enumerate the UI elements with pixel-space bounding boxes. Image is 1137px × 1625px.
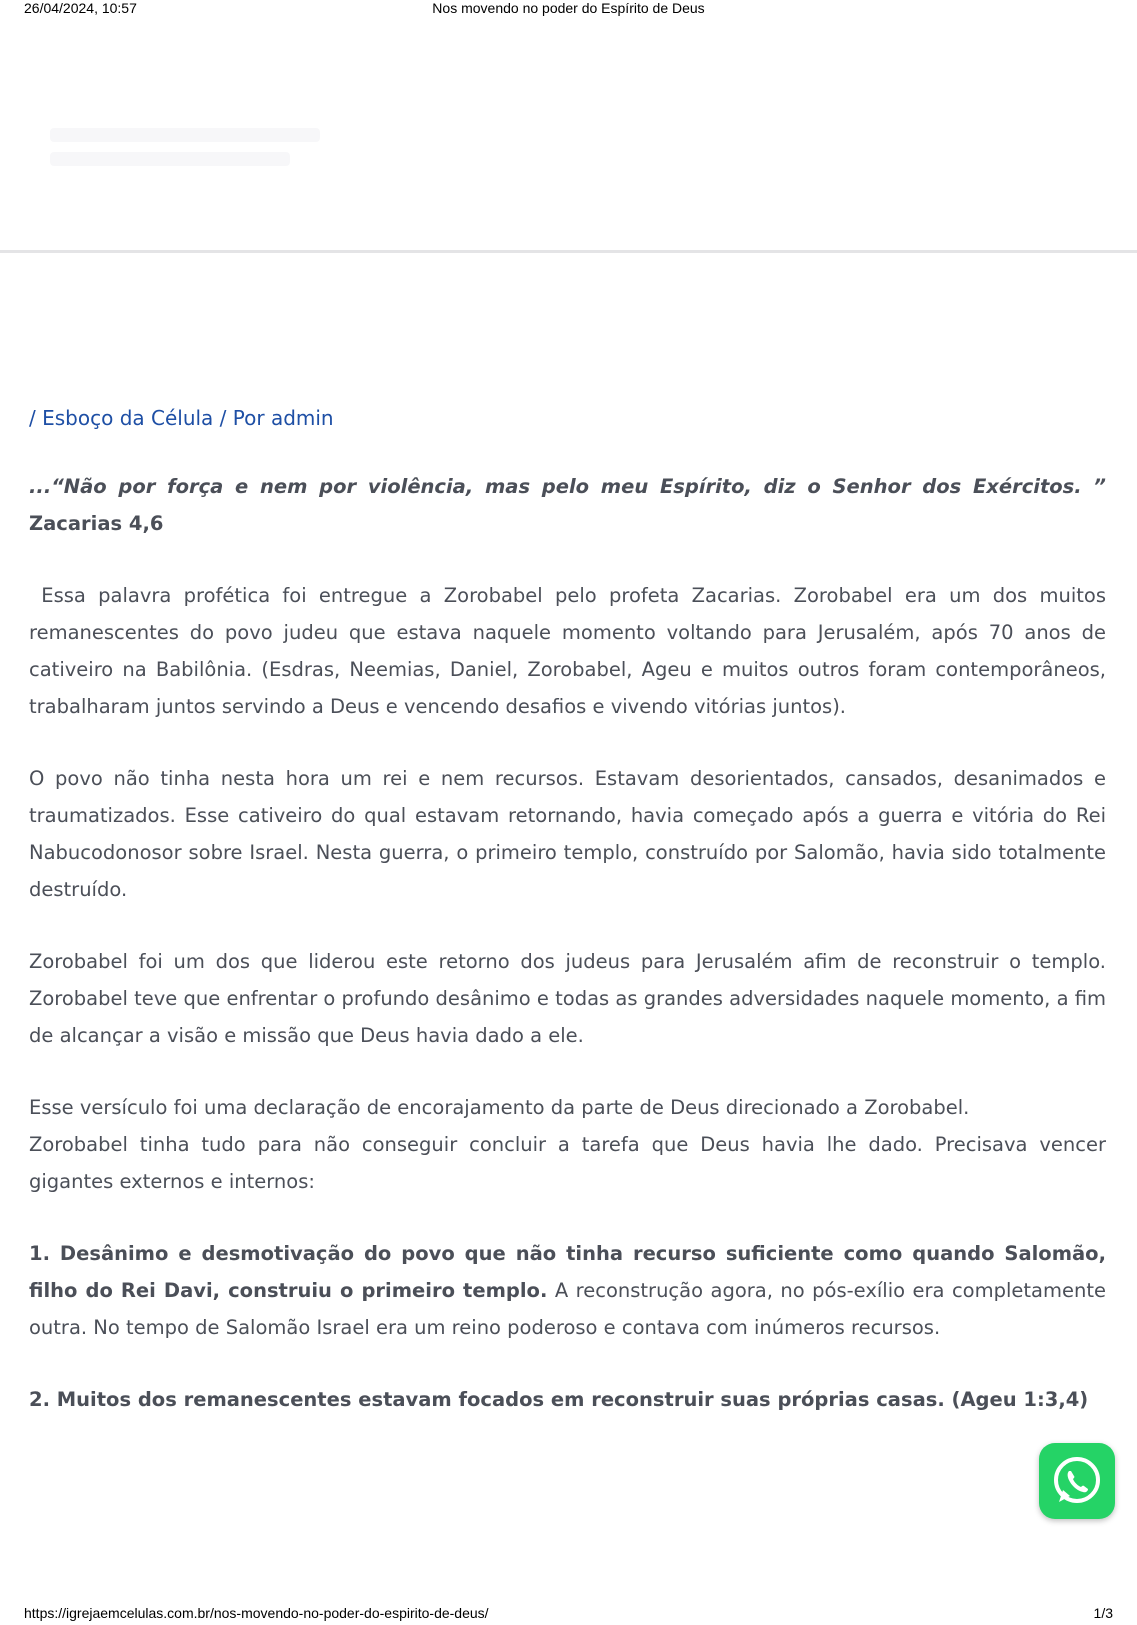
scripture-quote [29, 468, 1106, 542]
point-1-body: A reconstrução agora, no pós-exílio era completamente outra. No tempo de Salomão Israel era um reino poderoso e contava com inúmeros recursos. [29, 1279, 1106, 1339]
paragraph-4a: Esse versículo foi uma declaração de encorajamento da parte de Deus direcionado a Zorobabel. [29, 1096, 970, 1119]
whatsapp-button[interactable] [1039, 1443, 1115, 1519]
category-link[interactable]: Esboço da Célula [42, 406, 214, 430]
print-page-title: Nos movendo no poder do Espírito de Deus [432, 0, 705, 16]
paragraph-2: O povo não tinha nesta hora um rei e nem recursos. Estavam desorientados, cansados, desanimados e traumatizados. Esse cativeiro do qual estavam retornando, havia começado após a guerra e vitória do Rei Nabucodonosor sobre Israel. Nesta guerra, o primeiro templo, construído por Salomão, havia sido totalmente destruído. [29, 767, 1106, 901]
site-logo[interactable] [50, 128, 330, 184]
article-content [29, 400, 1113, 1453]
print-footer [0, 1605, 1137, 1625]
post-meta: / Esboço da Célula / Por admin [29, 406, 334, 430]
header-divider [0, 250, 1137, 253]
point-1-heading: 1. Desânimo e desmotivação do povo que não tinha recurso suficiente como quando Salomão, filho do Rei Davi, construiu o primeiro templo. [29, 1242, 1106, 1302]
quote-reference: Zacarias 4,6 [29, 512, 164, 535]
print-page-number: 1/3 [1093, 1605, 1113, 1621]
print-datetime: 26/04/2024, 10:57 [24, 0, 137, 16]
point-1 [29, 1235, 1106, 1346]
paragraph-1: Essa palavra profética foi entregue a Zorobabel pelo profeta Zacarias. Zorobabel era um dos muitos remanescentes do povo judeu que estava naquele momento voltando para Jerusalém, após 70 anos de cativeiro na Babilônia. (Esdras, Neemias, Daniel, Zorobabel, Ageu e muitos outros foram contemporâneos, trabalharam juntos servindo a Deus e vencendo desafios e vivendo vitórias juntos). [29, 584, 1113, 718]
whatsapp-icon [1050, 1454, 1104, 1508]
point-2-heading: 2. Muitos dos remanescentes estavam focados em reconstruir suas próprias casas. (Ageu 1:3,4) [29, 1388, 1089, 1411]
author-link[interactable]: admin [270, 406, 334, 430]
print-url: https://igrejaemcelulas.com.br/nos-movendo-no-poder-do-espirito-de-deus/ [24, 1605, 489, 1621]
paragraph-3: Zorobabel foi um dos que liderou este retorno dos judeus para Jerusalém afim de reconstruir o templo. Zorobabel teve que enfrentar o profundo desânimo e todas as grandes adversidades naquele momento, a fim de alcançar a visão e missão que Deus havia dado a ele. [29, 950, 1106, 1047]
quote-text: ...“Não por força e nem por violência, mas pelo meu Espírito, diz o Senhor dos Exércitos. ” [29, 475, 1106, 498]
print-header [0, 0, 1137, 20]
paragraph-4b: Zorobabel tinha tudo para não conseguir concluir a tarefa que Deus havia lhe dado. Precisava vencer gigantes externos e internos: [29, 1133, 1106, 1193]
point-2 [29, 1381, 1106, 1418]
